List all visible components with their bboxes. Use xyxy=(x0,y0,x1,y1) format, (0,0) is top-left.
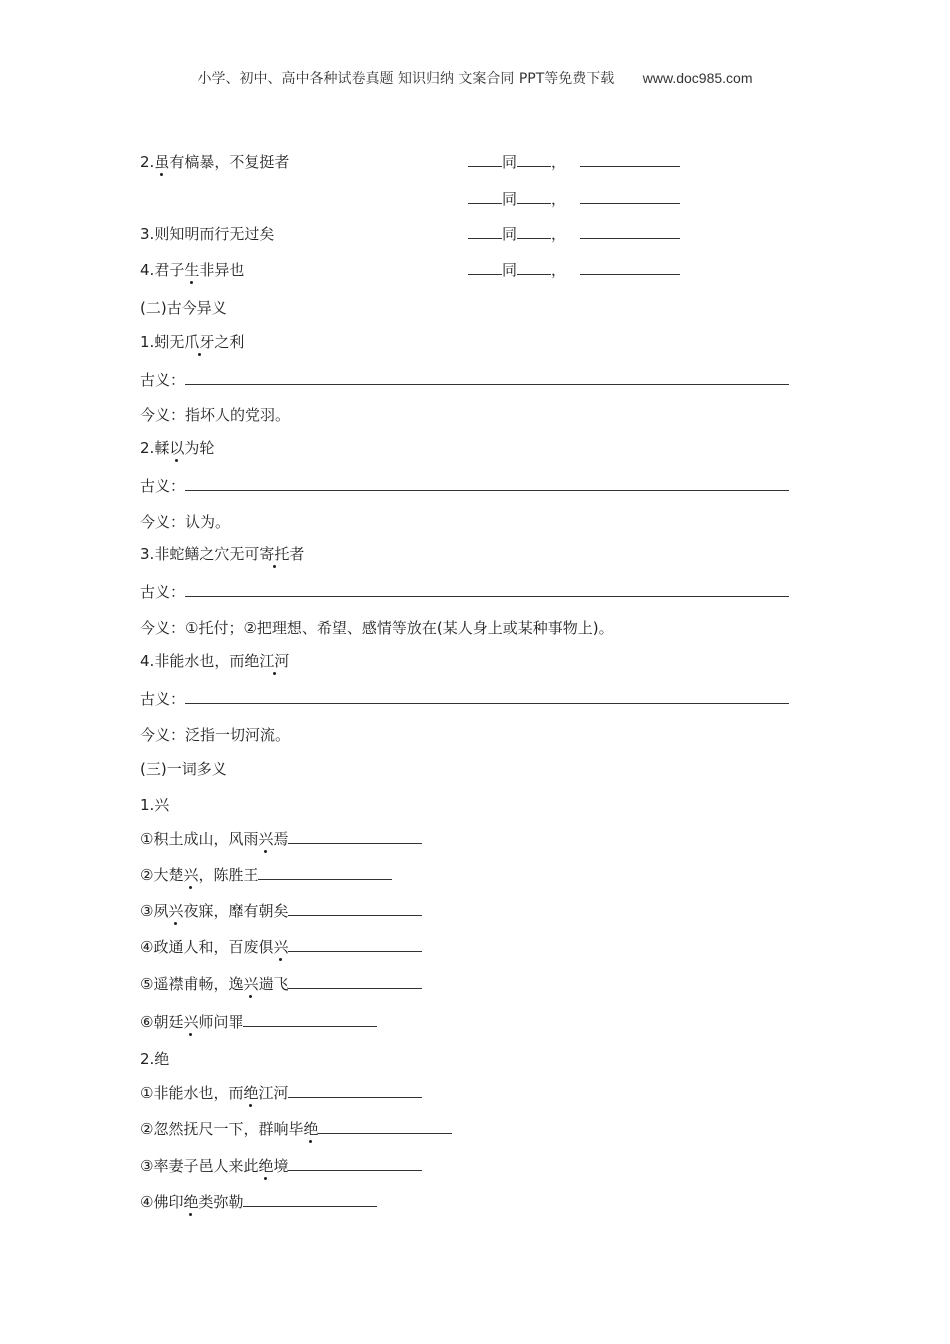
page-header xyxy=(0,68,950,88)
xing-item-6[interactable]: ⑥朝廷兴师问罪 xyxy=(140,1012,377,1032)
answer-blank[interactable] xyxy=(185,370,789,385)
group-head-jue: 2.绝 xyxy=(140,1050,170,1068)
jue-item-2[interactable]: ②忽然抚尺一下，群响毕绝 xyxy=(140,1119,452,1139)
group-head-xing: 1.兴 xyxy=(140,796,170,814)
jin-yi-row-4: 今义：泛指一切河流。 xyxy=(140,726,291,744)
gujin-item-3: 3.非蛇鳝之穴无可寄托者 xyxy=(140,545,305,563)
answer-blank[interactable] xyxy=(243,1192,377,1207)
dotted-char: 生 xyxy=(184,261,200,279)
answer-blank[interactable] xyxy=(185,689,789,704)
xing-item-1[interactable]: ①积土成山，风雨兴焉 xyxy=(140,829,422,849)
answer-blank[interactable] xyxy=(288,829,422,844)
answer-blank[interactable] xyxy=(288,937,422,952)
answer-slot-1[interactable]: 同 ， xyxy=(468,152,680,172)
xing-item-3[interactable]: ③夙兴夜寐，靡有朝矣 xyxy=(140,901,422,921)
answer-slot-2[interactable]: 同 ， xyxy=(468,189,680,209)
tongjia-item-4: 4.君子生非异也 xyxy=(140,261,245,279)
jin-yi-row-3: 今义：①托付；②把理想、希望、感情等放在(某人身上或某种事物上)。 xyxy=(140,619,614,637)
gu-yi-row-1[interactable]: 古义： xyxy=(140,370,789,390)
answer-blank[interactable] xyxy=(288,974,422,989)
gujin-item-2: 2.輮以为轮 xyxy=(140,439,215,457)
section-title-gujin: (二)古今异义 xyxy=(140,299,227,317)
gu-yi-row-2[interactable]: 古义： xyxy=(140,476,789,496)
jue-item-3[interactable]: ③率妻子邑人来此绝境 xyxy=(140,1156,422,1176)
dotted-char: 爪牙 xyxy=(184,333,215,351)
gujin-item-4: 4.非能水也，而绝江河 xyxy=(140,652,290,670)
dotted-char: 绝 xyxy=(303,1120,319,1138)
dotted-char: 兴 xyxy=(168,902,184,920)
tongjia-item-2: 2.虽有槁暴，不复挺者 xyxy=(140,153,290,171)
xing-item-2[interactable]: ②大楚兴，陈胜王 xyxy=(140,865,392,885)
section-title-yici: (三)一词多义 xyxy=(140,760,227,778)
answer-slot-3[interactable]: 同 ， xyxy=(468,224,680,244)
dotted-char: 兴 xyxy=(183,866,199,884)
dotted-char: 江河 xyxy=(259,652,290,670)
dotted-char: 寄托 xyxy=(259,545,290,563)
answer-blank[interactable] xyxy=(318,1119,452,1134)
dotted-char: 兴 xyxy=(243,975,259,993)
tongjia-item-3: 3.则知明而行无过矣 xyxy=(140,225,275,243)
header-url: www.doc985.com xyxy=(642,70,753,86)
answer-blank[interactable] xyxy=(288,1156,422,1171)
answer-blank[interactable] xyxy=(185,476,789,491)
jin-yi-row-2: 今义：认为。 xyxy=(140,513,231,531)
answer-blank[interactable] xyxy=(185,582,789,597)
answer-blank[interactable] xyxy=(288,901,422,916)
dotted-char: 以 xyxy=(169,439,185,457)
answer-blank[interactable] xyxy=(243,1012,377,1027)
xing-item-4[interactable]: ④政通人和，百废俱兴 xyxy=(140,937,422,957)
jue-item-4[interactable]: ④佛印绝类弥勒 xyxy=(140,1192,377,1212)
dotted-char: 兴 xyxy=(258,830,274,848)
answer-slot-4[interactable]: 同 ， xyxy=(468,260,680,280)
jue-item-1[interactable]: ①非能水也，而绝江河 xyxy=(140,1083,422,1103)
dotted-char: 兴 xyxy=(273,938,289,956)
dotted-char: 绝 xyxy=(183,1193,199,1211)
jin-yi-row-1: 今义：指坏人的党羽。 xyxy=(140,406,291,424)
xing-item-5[interactable]: ⑤遥襟甫畅，逸兴遄飞 xyxy=(140,974,422,994)
dotted-char: 兴 xyxy=(183,1013,199,1031)
gu-yi-row-3[interactable]: 古义： xyxy=(140,582,789,602)
dotted-char: 虽 xyxy=(154,153,170,171)
gu-yi-row-4[interactable]: 古义： xyxy=(140,689,789,709)
answer-blank[interactable] xyxy=(288,1083,422,1098)
header-text: 小学、初中、高中各种试卷真题 知识归纳 文案合同 PPT等免费下载 xyxy=(197,71,615,87)
answer-blank[interactable] xyxy=(258,865,392,880)
dotted-char: 绝 xyxy=(243,1084,259,1102)
dotted-char: 绝 xyxy=(258,1157,274,1175)
gujin-item-1: 1.蚓无爪牙之利 xyxy=(140,333,245,351)
